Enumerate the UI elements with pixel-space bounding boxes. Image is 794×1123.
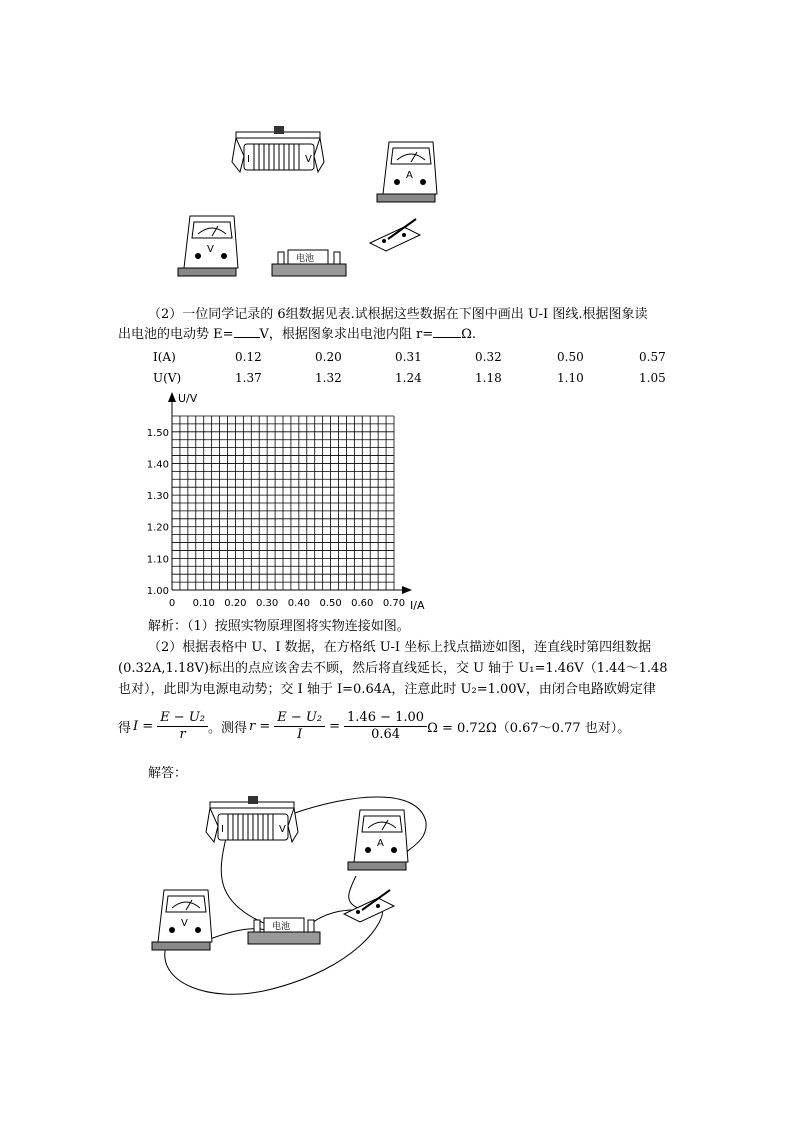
- table-row-current: [153, 346, 666, 367]
- battery-icon: [272, 250, 346, 276]
- analysis-line-3: (0.32A,1.18V)标出的点应该舍去不顾，然后将直线延长，交 U 轴于 U₁=1.46V（1.44～1.48: [118, 661, 668, 676]
- eq-fraction-2: [274, 710, 325, 743]
- ammeter-icon: [377, 142, 437, 202]
- table-cell: 1.32: [315, 370, 342, 385]
- table-cell: 0.20: [315, 349, 342, 364]
- ammeter-label: A: [406, 170, 413, 181]
- table-cell: 1.37: [235, 370, 262, 385]
- rheostat-label-left: I: [247, 154, 250, 165]
- data-table: [153, 346, 666, 388]
- x-tick-label: 0.10: [192, 598, 215, 609]
- table-cell: 1.24: [395, 370, 422, 385]
- y-tick-label: 1.40: [146, 459, 169, 471]
- table-cell: 0.32: [475, 349, 502, 364]
- eq-prefix: 得: [118, 721, 132, 736]
- ammeter-icon: [348, 810, 408, 870]
- voltmeter-label: V: [181, 918, 188, 929]
- table-cell: 0.31: [395, 349, 422, 364]
- eq-result: Ω = 0.72Ω（0.67～0.77 也对）。: [427, 721, 631, 736]
- y-tick-label: 1.10: [146, 554, 169, 566]
- eq-fraction-3: [344, 710, 427, 743]
- analysis-line-2: （2）根据表格中 U、I 数据，在方格纸 U-I 坐标上找点描迹如图，连直线时第四组数据: [148, 640, 652, 655]
- eq-fraction-2-den: I: [297, 727, 303, 742]
- table-cell: 1.05: [639, 370, 666, 385]
- eq-fraction-3-den: 0.64: [371, 727, 401, 742]
- x-tick-label: 0: [168, 598, 176, 609]
- eq-equals: =: [329, 719, 341, 734]
- rheostat-label-left: I: [221, 824, 224, 835]
- table-cell: 1.10: [557, 370, 584, 385]
- y-tick-label: 1.50: [146, 427, 169, 439]
- y-tick-label: 1.30: [146, 491, 169, 503]
- x-tick-label: 0.70: [382, 598, 406, 609]
- answer-label: 解答：: [148, 766, 188, 781]
- table-cell: 0.50: [557, 349, 584, 364]
- apparatus-figure-bottom: [148, 792, 438, 1004]
- eq-fraction-1-num: E − U₂: [157, 710, 208, 727]
- x-tick-label: 0.50: [319, 598, 342, 609]
- table-cell: 0.12: [235, 349, 262, 364]
- eq-mid: 。测得: [208, 721, 248, 736]
- grid-lines: [172, 416, 394, 590]
- eq-fraction-1-den: r: [179, 727, 186, 742]
- x-axis-arrow-icon: [402, 586, 412, 594]
- rheostat-icon: [206, 796, 298, 842]
- battery-label: 电池: [272, 922, 291, 932]
- y-axis-arrow-icon: [168, 392, 176, 402]
- ammeter-label: A: [377, 838, 384, 849]
- x-tick-labels: [169, 598, 405, 609]
- question-line-1: （2）一位同学记录的 6组数据见表.试根据这些数据在下图中画出 U-I 图线.根据图象读: [148, 307, 648, 322]
- x-axis-label: I/A: [410, 599, 425, 612]
- rheostat-icon: [232, 126, 324, 172]
- eq-fraction-2-num: E − U₂: [274, 710, 325, 727]
- apparatus-figure-top: [170, 122, 450, 282]
- rheostat-label-right: V: [279, 824, 286, 835]
- ui-grid-paper: [140, 388, 450, 618]
- equation-line: [118, 710, 630, 743]
- voltmeter-icon: [178, 216, 238, 276]
- question-line-2-pre: 出电池的电动势 E=: [118, 327, 234, 342]
- voltmeter-icon: [152, 890, 212, 950]
- table-row-voltage: [153, 367, 666, 388]
- table-cell: 1.18: [475, 370, 502, 385]
- table-cell: 0.57: [639, 349, 666, 364]
- switch-icon: [370, 219, 420, 251]
- question-line-2-mid: V，根据图象求出电池内阻 r=: [259, 327, 434, 342]
- switch-icon: [344, 890, 394, 922]
- eq-r: r =: [249, 719, 271, 734]
- analysis-line-1: 解析：（1）按照实物原理图将实物连接如图。: [148, 619, 410, 634]
- resistance-blank[interactable]: [433, 325, 461, 338]
- question-line-2-post: Ω.: [461, 327, 477, 342]
- y-tick-label: 1.20: [146, 522, 169, 534]
- eq-lhs: I =: [133, 719, 154, 734]
- analysis-line-4: 也对），此即为电源电动势；交 I 轴于 I=0.64A，注意此时 U₂=1.00V，由闭合电路欧姆定律: [118, 682, 656, 697]
- battery-label: 电池: [296, 254, 315, 264]
- question-line-2: [118, 325, 476, 345]
- y-tick-label: 1.00: [146, 586, 169, 597]
- y-axis-label: U/V: [178, 392, 198, 405]
- battery-icon: [248, 918, 320, 944]
- rheostat-label-right: V: [305, 154, 312, 165]
- table-cell-label: U(V): [153, 370, 182, 385]
- eq-fraction-1: [157, 710, 208, 743]
- eq-fraction-3-num: 1.46 − 1.00: [344, 710, 427, 727]
- x-tick-label: 0.30: [256, 598, 279, 609]
- x-tick-label: 0.40: [287, 598, 310, 609]
- x-tick-label: 0.60: [351, 598, 374, 609]
- x-tick-label: 0.20: [224, 598, 247, 609]
- emf-blank[interactable]: [234, 325, 260, 338]
- voltmeter-label: V: [207, 244, 214, 255]
- table-cell-label: I(A): [153, 349, 176, 364]
- y-tick-labels: [147, 428, 169, 597]
